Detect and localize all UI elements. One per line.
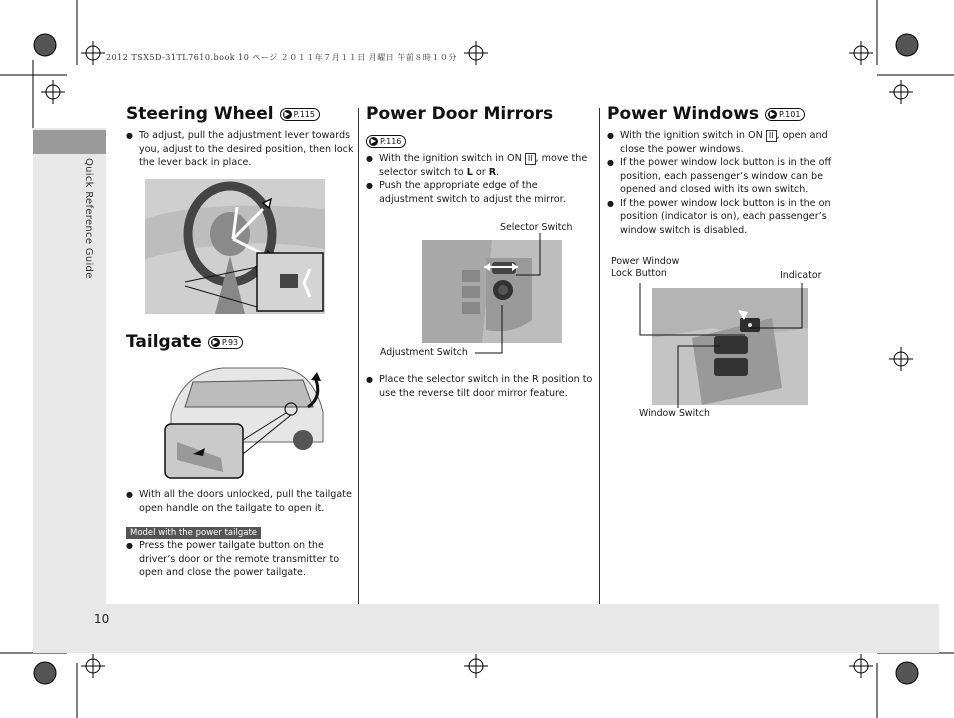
page-number: 10 <box>94 612 110 626</box>
tailgate-bullets <box>126 488 354 515</box>
mirrors-bullet <box>366 152 594 179</box>
footer-band <box>33 604 939 653</box>
mirrors-b1-L: L <box>466 166 473 178</box>
lock-label-line1: Power Window <box>611 256 680 267</box>
mirrors-b1-R: R <box>488 166 497 178</box>
window-callout-lines <box>630 280 810 415</box>
steering-ref-text: P.115 <box>293 109 315 119</box>
steering-bullets <box>126 129 354 170</box>
selector-switch-label: Selector Switch <box>500 222 573 233</box>
lock-button-label <box>611 256 679 280</box>
steering-page-ref[interactable] <box>280 108 320 121</box>
steering-bullet: ● To adjust, pull the adjustment lever towards you, adjust to the desired position, then lock the lever back in place. <box>126 129 354 170</box>
mirrors-section <box>366 104 594 206</box>
mirrors-bullet: ● Push the appropriate edge of the adjustment switch to adjust the mirror. <box>366 179 594 206</box>
mirrors-b1-or: or <box>472 166 489 178</box>
tailgate-page-ref[interactable] <box>208 336 243 349</box>
windows-b1-end: , open and close the power windows. <box>620 130 828 155</box>
side-band <box>33 128 106 653</box>
mirrors-b1-pre: With the ignition switch in ON <box>379 153 525 164</box>
column-divider <box>358 108 359 604</box>
mirrors-bullets <box>366 152 594 206</box>
mirrors-page-ref[interactable] <box>366 135 406 148</box>
steering-title <box>126 104 354 124</box>
tailgate-title-text: Tailgate <box>126 332 202 352</box>
column-divider <box>599 108 600 604</box>
mirrors-title <box>366 104 594 124</box>
tailgate-text <box>126 488 354 580</box>
windows-title-text: Power Windows <box>607 104 760 124</box>
mirrors-title-text: Power Door Mirrors <box>366 104 554 124</box>
arrow-icon: ▶ <box>769 109 776 118</box>
steering-title-text: Steering Wheel <box>126 104 274 124</box>
tailgate-section <box>126 332 354 352</box>
mirrors-b1-end: . <box>496 166 500 178</box>
mirrors-reverse-bullet: ● Place the selector switch in the R position to use the reverse tilt door mirror feature. <box>366 373 596 400</box>
windows-bullet: ● If the power window lock button is in the off position, each passenger’s window can be opened and closed with its own switch. <box>607 156 835 197</box>
windows-section <box>607 104 835 237</box>
steering-wheel-drawing <box>145 179 325 314</box>
windows-page-ref[interactable] <box>765 108 805 121</box>
arrow-icon: ▶ <box>370 137 377 145</box>
steering-wheel-illustration <box>145 179 325 314</box>
ignition-mode-badge: II <box>766 130 777 142</box>
section-side-label: Quick Reference Guide <box>83 158 94 279</box>
power-tailgate-bullet: ● Press the power tailgate button on the driver’s door or the remote transmitter to open and close the power tailgate. <box>126 539 354 580</box>
windows-ref-text: P.101 <box>779 109 801 119</box>
tailgate-drawing <box>163 362 327 480</box>
mirrors-ref-text: P.116 <box>380 137 402 146</box>
tailgate-bullet: ● With all the doors unlocked, pull the tailgate open handle on the tailgate to open it. <box>126 488 354 515</box>
mirror-callout-lines <box>420 230 570 365</box>
windows-b1-pre: With the ignition switch in ON <box>620 130 766 141</box>
arrow-icon: ▶ <box>212 337 219 346</box>
tailgate-title <box>126 332 354 352</box>
tailgate-illustration <box>163 362 327 480</box>
windows-bullet: ● If the power window lock button is in the on position (indicator is on), each passenger’s window switch is disabled. <box>607 197 835 238</box>
model-tag: Model with the power tailgate <box>126 527 261 539</box>
power-tailgate-bullets <box>126 539 354 580</box>
arrow-icon: ▶ <box>284 109 290 118</box>
window-switch-label: Window Switch <box>639 408 710 419</box>
windows-title <box>607 104 835 124</box>
windows-bullets <box>607 129 835 237</box>
tailgate-ref-text: P.93 <box>221 337 239 347</box>
mirrors-reverse <box>366 373 596 400</box>
windows-bullet <box>607 129 835 156</box>
steering-section <box>126 104 354 170</box>
mirrors-b1-mid: , move the selector switch to <box>379 153 588 178</box>
mirrors-reverse-bullets <box>366 373 596 400</box>
ignition-mode-badge: II <box>525 153 536 165</box>
section-tab <box>33 130 106 154</box>
lock-label-line2: Lock Button <box>611 268 667 279</box>
adjustment-switch-label: Adjustment Switch <box>380 347 468 358</box>
book-header-line: 2012 TSX5D-31TL7610.book 10 ページ ２０１１年７月１１日 月曜日 午前８時１０分 <box>106 53 457 62</box>
indicator-label: Indicator <box>780 270 822 281</box>
